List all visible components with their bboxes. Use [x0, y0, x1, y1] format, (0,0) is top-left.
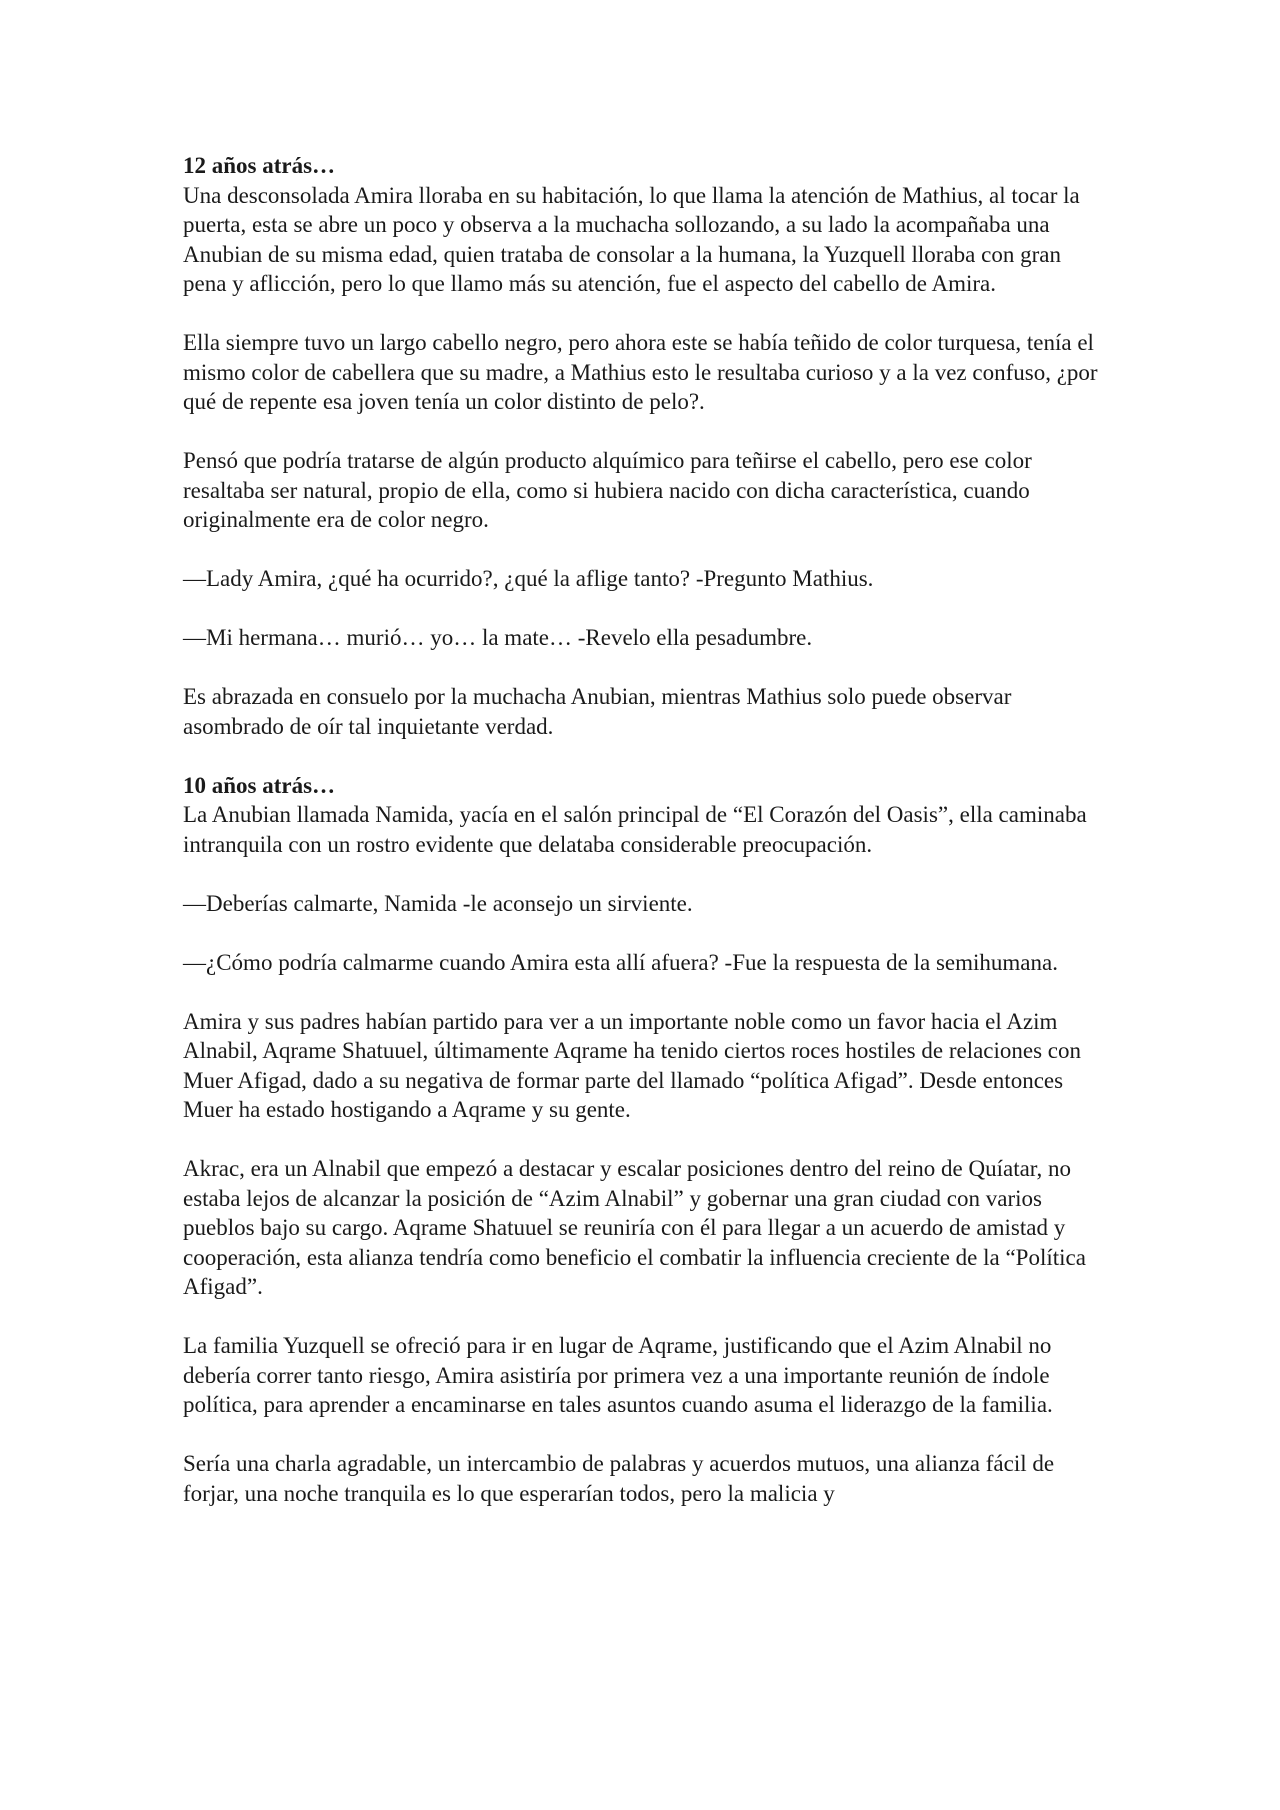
- dialogue-line: —Lady Amira, ¿qué ha ocurrido?, ¿qué la aflige tanto? -Pregunto Mathius.: [183, 566, 874, 591]
- paragraph: Ella siempre tuvo un largo cabello negro, pero ahora este se había teñido de color turquesa, tenía el mismo color de cabellera que su madre, a Mathius esto le resultaba curioso y a la vez confuso, ¿por qué de repente esa joven tenía un color distinto de pelo?.: [183, 330, 1098, 414]
- paragraph: Una desconsolada Amira lloraba en su habitación, lo que llama la atención de Mathius, al tocar la puerta, esta se abre un poco y observa a la muchacha sollozando, a su lado la acompañaba una Anubian de su misma edad, quien trataba de consolar a la humana, la Yuzquell lloraba con gran pena y aflicción, pero lo que llamo más su atención, fue el aspecto del cabello de Amira.: [183, 182, 1080, 296]
- dialogue-line: —¿Cómo podría calmarme cuando Amira esta allí afuera? -Fue la respuesta de la semihumana.: [183, 949, 1058, 975]
- section-12-years-ago: [183, 151, 1103, 741]
- section-heading: 12 años atrás…: [183, 153, 336, 178]
- document-body: [183, 151, 1103, 1538]
- dialogue-line: —Mi hermana… murió… yo… la mate… -Revelo ella pesadumbre.: [183, 625, 813, 650]
- paragraph: Sería una charla agradable, un intercambio de palabras y acuerdos mutuos, una alianza fácil de forjar, una noche tranquila es lo que esperarían todos, pero la malicia y: [183, 1451, 1055, 1506]
- paragraph: Es abrazada en consuelo por la muchacha Anubian, mientras Mathius solo puede observar asombrado de oír tal inquietante verdad.: [183, 684, 1012, 739]
- dialogue-line: —Deberías calmarte, Namida -le aconsejo un sirviente.: [183, 890, 693, 916]
- section-10-years-ago: [183, 771, 1103, 1509]
- section-heading: 10 años atrás…: [183, 772, 336, 798]
- paragraph: Pensó que podría tratarse de algún producto alquímico para teñirse el cabello, pero ese color resaltaba ser natural, propio de ella, como si hubiera nacido con dicha característica, cuando originalmente era de color negro.: [183, 448, 1032, 532]
- paragraph: La familia Yuzquell se ofreció para ir en lugar de Aqrame, justificando que el Azim Alnabil no debería correr tanto riesgo, Amira asistiría por primera vez a una importante reunión de índole política, para aprender a encaminarse en tales asuntos cuando asuma el liderazgo de la familia.: [183, 1333, 1053, 1417]
- paragraph: Akrac, era un Alnabil que empezó a destacar y escalar posiciones dentro del reino de Quíatar, no estaba lejos de alcanzar la posición de “Azim Alnabil” y gobernar una gran ciudad con varios pueblos bajo su cargo. Aqrame Shatuuel se reuniría con él para llegar a un acuerdo de amistad y cooperación, esta alianza tendría como beneficio el combatir la influencia creciente de la “Política Afigad”.: [183, 1156, 1086, 1299]
- paragraph: La Anubian llamada Namida, yacía en el salón principal de “El Corazón del Oasis”, ella caminaba intranquila con un rostro evidente que delataba considerable preocupación.: [183, 802, 1087, 857]
- paragraph: Amira y sus padres habían partido para ver a un importante noble como un favor hacia el Azim Alnabil, Aqrame Shatuuel, últimamente Aqrame ha tenido ciertos roces hostiles de relaciones con Muer Afigad, dado a su negativa de formar parte del llamado “política Afigad”. Desde entonces Muer ha estado hostigando a Aqrame y su gente.: [183, 1008, 1082, 1122]
